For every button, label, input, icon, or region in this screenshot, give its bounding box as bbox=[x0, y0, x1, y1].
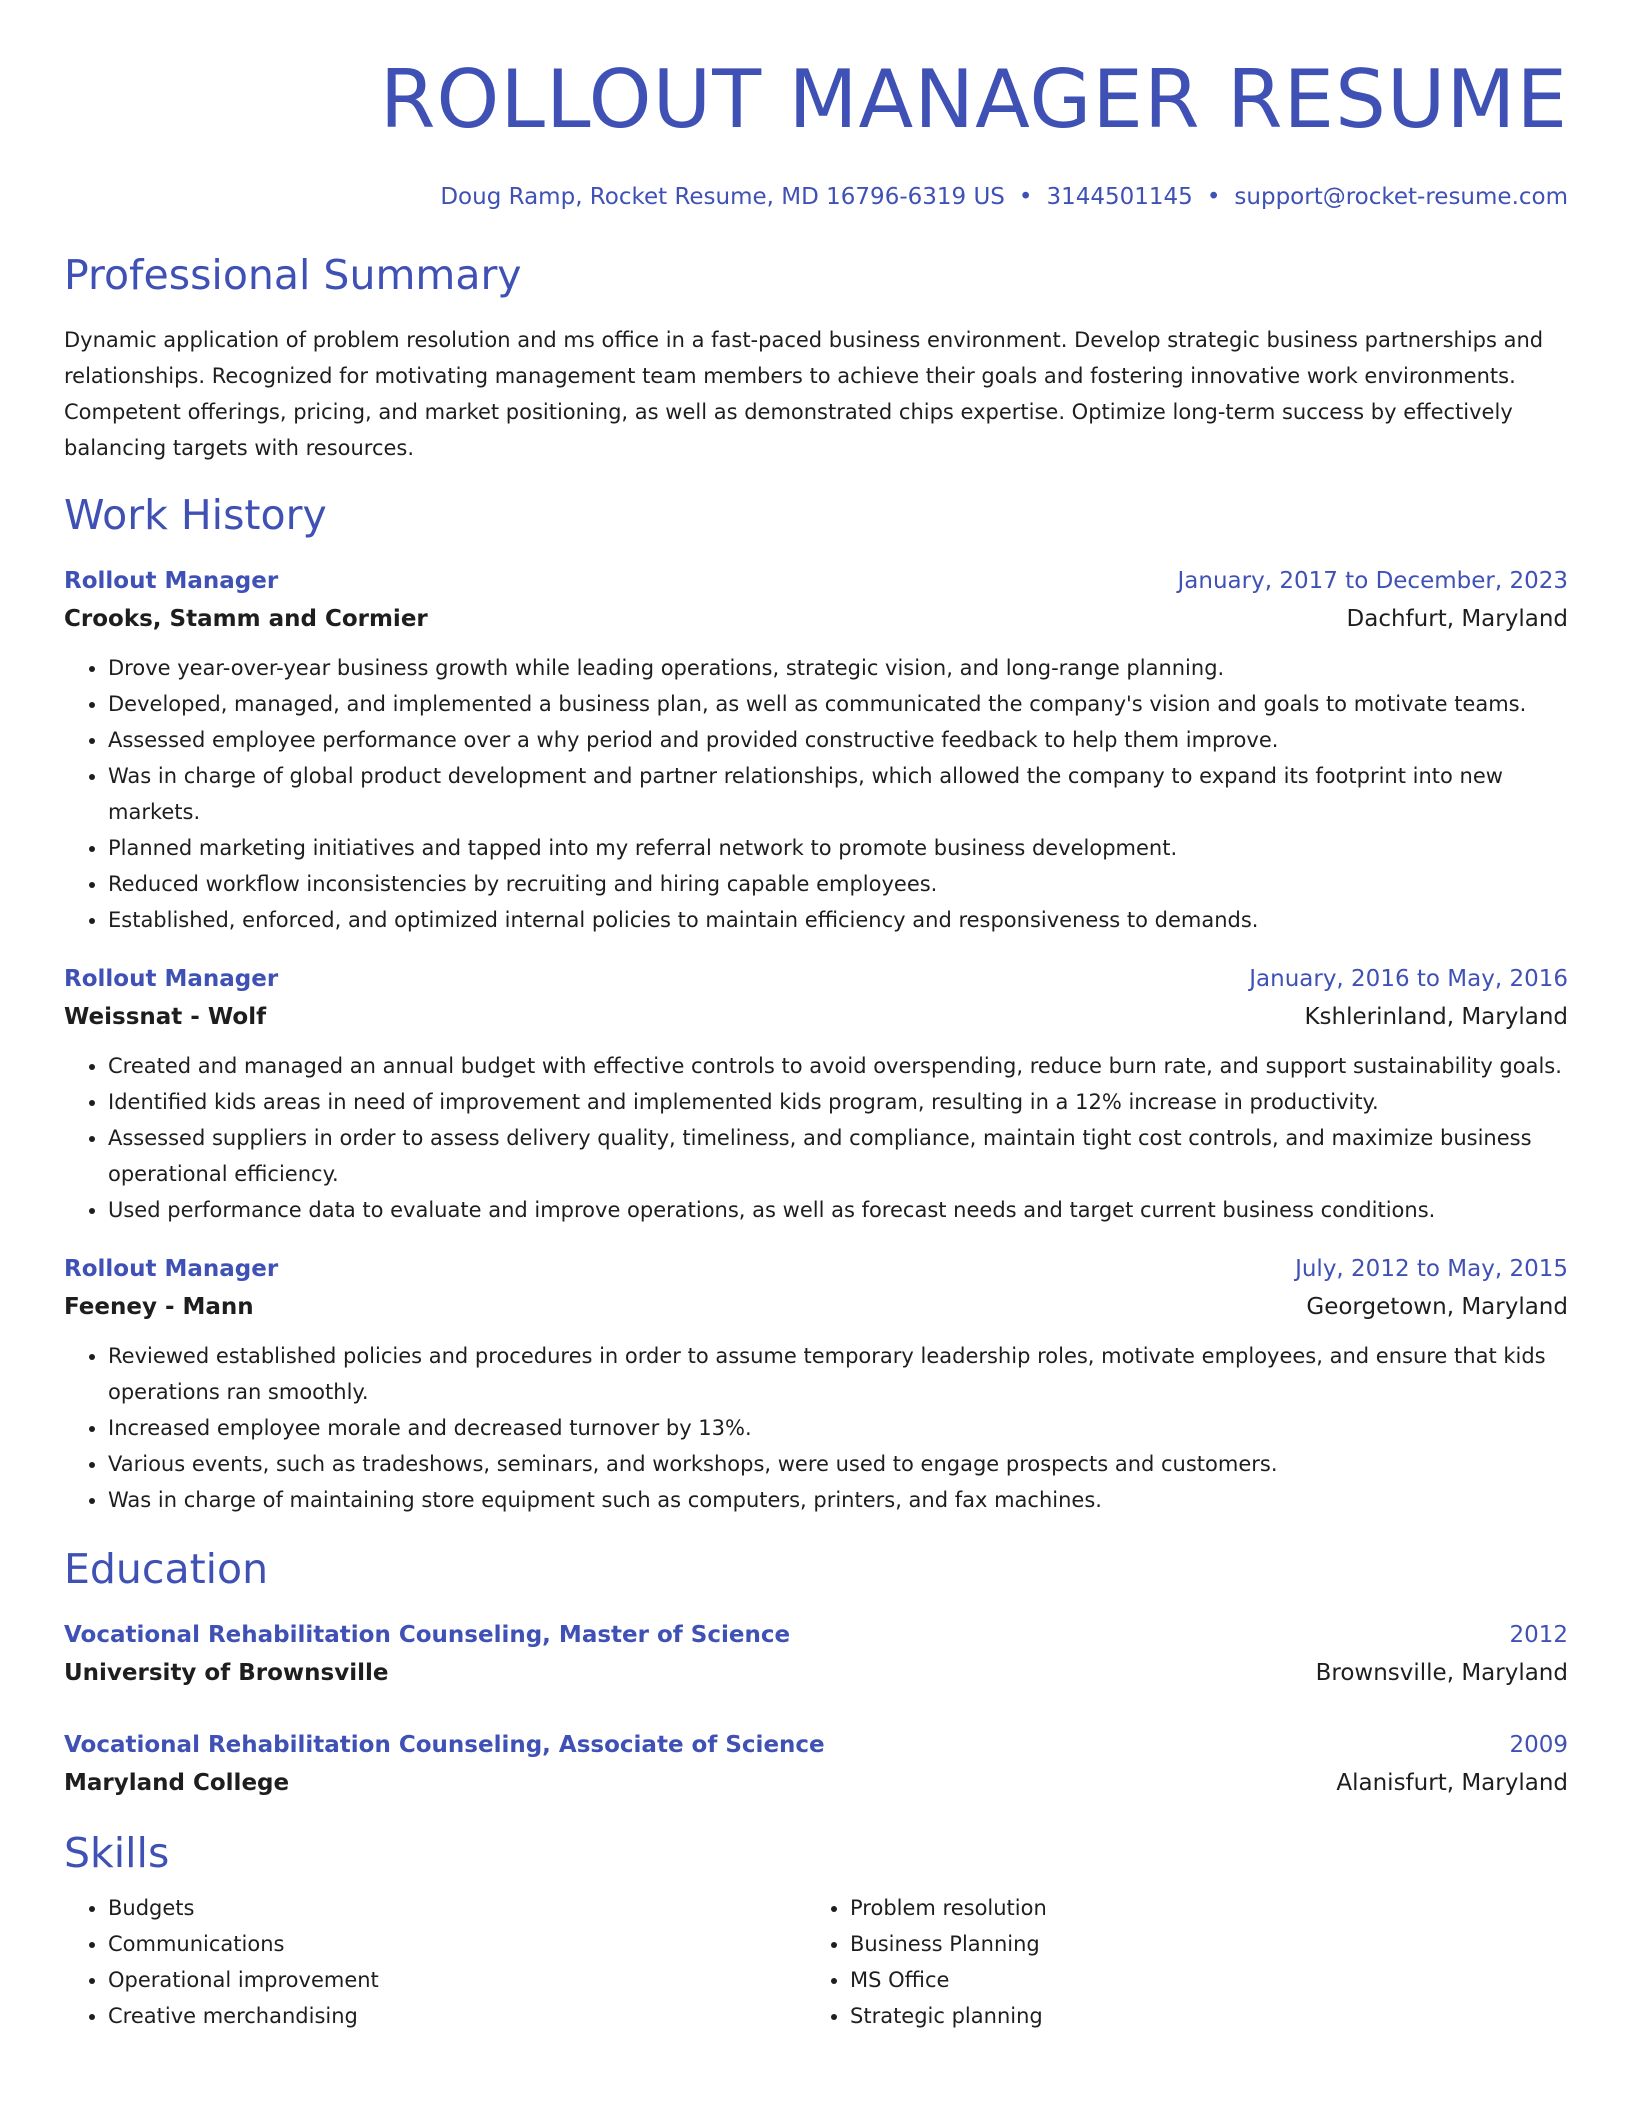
skill-item: • Business Planning bbox=[850, 1926, 1548, 1962]
skill-item: • Operational improvement bbox=[108, 1962, 806, 1998]
education-header-row bbox=[64, 1616, 1568, 1654]
job-header-row bbox=[64, 1250, 1568, 1288]
job-bullet: • Identified kids areas in need of improvement and implemented kids program, resulting in a 12% increase in productivity. bbox=[108, 1084, 1568, 1120]
job-bullets bbox=[64, 1048, 1568, 1228]
education-degree: Vocational Rehabilitation Counseling, Associate of Science bbox=[64, 1732, 825, 1758]
skill-item: • Communications bbox=[108, 1926, 806, 1962]
job-bullet: • Assessed employee performance over a why period and provided constructive feedback to help them improve. bbox=[108, 722, 1568, 758]
skill-item: • MS Office bbox=[850, 1962, 1548, 1998]
job-bullet: • Established, enforced, and optimized internal policies to maintain efficiency and responsiveness to demands. bbox=[108, 902, 1568, 938]
job-bullet: • Assessed suppliers in order to assess delivery quality, timeliness, and compliance, maintain tight cost controls, and maximize business operational efficiency. bbox=[108, 1120, 1568, 1192]
job-bullet: • Created and managed an annual budget with effective controls to avoid overspending, reduce burn rate, and support sustainability goals. bbox=[108, 1048, 1568, 1084]
skill-item: • Strategic planning bbox=[850, 1998, 1548, 2034]
job-role: Rollout Manager bbox=[64, 1256, 279, 1282]
contact-email: support@rocket-resume.com bbox=[1234, 184, 1568, 210]
skill-item: • Budgets bbox=[108, 1890, 806, 1926]
job-bullet: • Reviewed established policies and procedures in order to assume temporary leadership roles, motivate employees, and ensure that kids operations ran smoothly. bbox=[108, 1338, 1568, 1410]
education-school: Maryland College bbox=[64, 1770, 290, 1796]
job-bullet: • Drove year-over-year business growth while leading operations, strategic vision, and long-range planning. bbox=[108, 650, 1568, 686]
job-role: Rollout Manager bbox=[64, 966, 279, 992]
job-entry bbox=[64, 960, 1568, 1228]
skills-columns bbox=[64, 1890, 1568, 2034]
job-dates: January, 2017 to December, 2023 bbox=[1177, 568, 1568, 594]
job-location: Kshlerinland, Maryland bbox=[1304, 1004, 1568, 1030]
job-bullets bbox=[64, 1338, 1568, 1518]
skills-list-left bbox=[64, 1890, 806, 2034]
summary-heading: Professional Summary bbox=[64, 251, 522, 299]
contact-separator: • bbox=[1018, 184, 1033, 210]
job-bullet: • Planned marketing initiatives and tapped into my referral network to promote business development. bbox=[108, 830, 1568, 866]
contact-phone: 3144501145 bbox=[1046, 184, 1193, 210]
contact-separator: • bbox=[1206, 184, 1221, 210]
skills-list-right bbox=[806, 1890, 1548, 2034]
job-company: Crooks, Stamm and Cormier bbox=[64, 606, 428, 632]
job-company: Feeney - Mann bbox=[64, 1294, 254, 1320]
job-role: Rollout Manager bbox=[64, 568, 279, 594]
job-location: Georgetown, Maryland bbox=[1306, 1294, 1568, 1320]
resume-title: ROLLOUT MANAGER RESUME bbox=[379, 53, 1568, 146]
job-bullet: • Was in charge of maintaining store equipment such as computers, printers, and fax machines. bbox=[108, 1482, 1568, 1518]
job-entry bbox=[64, 1250, 1568, 1518]
job-bullet: • Was in charge of global product development and partner relationships, which allowed the company to expand its footprint into new markets. bbox=[108, 758, 1568, 830]
job-company-row bbox=[64, 1288, 1568, 1326]
job-bullet: • Used performance data to evaluate and improve operations, as well as forecast needs and target current business conditions. bbox=[108, 1192, 1568, 1228]
skills-heading: Skills bbox=[64, 1829, 170, 1877]
education-entry bbox=[64, 1726, 1568, 1802]
contact-line bbox=[64, 182, 1568, 212]
education-year: 2012 bbox=[1509, 1622, 1568, 1648]
job-bullet: • Reduced workflow inconsistencies by recruiting and hiring capable employees. bbox=[108, 866, 1568, 902]
job-location: Dachfurt, Maryland bbox=[1346, 606, 1568, 632]
job-company-row bbox=[64, 600, 1568, 638]
job-dates: July, 2012 to May, 2015 bbox=[1295, 1256, 1568, 1282]
education-header-row bbox=[64, 1726, 1568, 1764]
education-school-row bbox=[64, 1764, 1568, 1802]
job-header-row bbox=[64, 562, 1568, 600]
summary-text: Dynamic application of problem resolution and ms office in a fast-paced business environment. Develop strategic business partnerships and relationships. Recognized for motivating management team members to achieve their goals and fostering innovative work environments. Competent offerings, pricing, and market positioning, as well as demonstrated chips expertise. Optimize long-term success by effectively balancing targets with resources. bbox=[64, 328, 1544, 460]
job-company: Weissnat - Wolf bbox=[64, 1004, 267, 1030]
job-bullet: • Various events, such as tradeshows, seminars, and workshops, were used to engage prospects and customers. bbox=[108, 1446, 1568, 1482]
job-bullet: • Developed, managed, and implemented a business plan, as well as communicated the company's vision and goals to motivate teams. bbox=[108, 686, 1568, 722]
job-entry bbox=[64, 562, 1568, 938]
education-year: 2009 bbox=[1509, 1732, 1568, 1758]
education-location: Alanisfurt, Maryland bbox=[1336, 1770, 1568, 1796]
job-dates: January, 2016 to May, 2016 bbox=[1249, 966, 1568, 992]
education-entry bbox=[64, 1616, 1568, 1692]
education-school-row bbox=[64, 1654, 1568, 1692]
job-header-row bbox=[64, 960, 1568, 998]
job-bullets bbox=[64, 650, 1568, 938]
job-company-row bbox=[64, 998, 1568, 1036]
work-history-heading: Work History bbox=[64, 491, 327, 539]
education-location: Brownsville, Maryland bbox=[1315, 1660, 1568, 1686]
education-school: University of Brownsville bbox=[64, 1660, 389, 1686]
contact-address: Doug Ramp, Rocket Resume, MD 16796-6319 US bbox=[440, 184, 1005, 210]
job-bullet: • Increased employee morale and decreased turnover by 13%. bbox=[108, 1410, 1568, 1446]
skill-item: • Problem resolution bbox=[850, 1890, 1548, 1926]
education-degree: Vocational Rehabilitation Counseling, Master of Science bbox=[64, 1622, 791, 1648]
skill-item: • Creative merchandising bbox=[108, 1998, 806, 2034]
education-heading: Education bbox=[64, 1545, 269, 1593]
